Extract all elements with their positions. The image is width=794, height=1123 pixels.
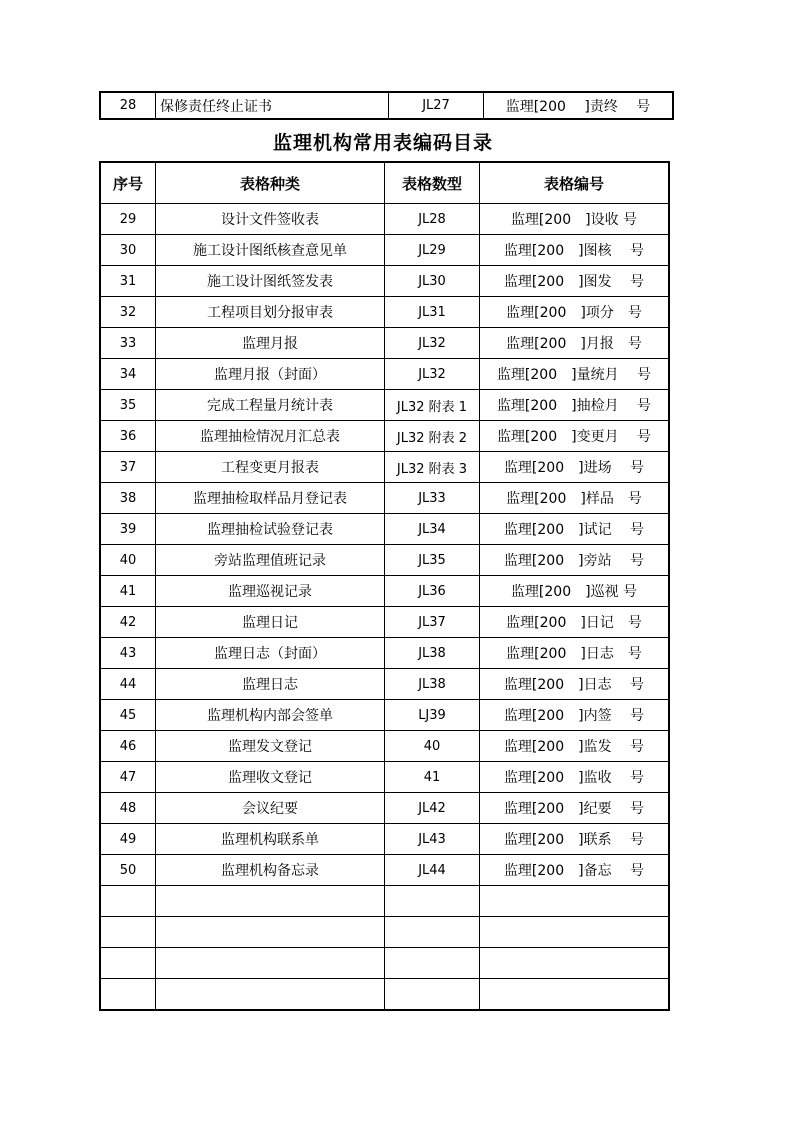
table-header-row <box>100 162 669 204</box>
row-number: 42 <box>100 607 156 638</box>
table-row <box>100 824 669 855</box>
form-code: 监理[200 ]变更月 号 <box>480 421 670 452</box>
form-code: 监理[200 ]图发 号 <box>480 266 670 297</box>
form-name: 保修责任终止证书 <box>156 92 389 119</box>
table-row <box>100 421 669 452</box>
empty-row <box>100 948 669 979</box>
empty-cell <box>385 948 480 979</box>
form-code: 监理[200 ]纪要 号 <box>480 793 670 824</box>
form-type: JL36 <box>385 576 480 607</box>
form-name: 监理抽检试验登记表 <box>156 514 385 545</box>
form-type: JL32 <box>385 328 480 359</box>
header-name: 表格种类 <box>156 162 385 204</box>
row-number: 45 <box>100 700 156 731</box>
form-name: 设计文件签收表 <box>156 204 385 235</box>
form-code: 监理[200 ]责终 号 <box>484 92 674 119</box>
empty-cell <box>480 917 670 948</box>
form-code: 监理[200 ]样品 号 <box>480 483 670 514</box>
form-type: JL38 <box>385 638 480 669</box>
row-number: 31 <box>100 266 156 297</box>
empty-cell <box>480 886 670 917</box>
form-code: 监理[200 ]巡视 号 <box>480 576 670 607</box>
form-code: 监理[200 ]日志 号 <box>480 638 670 669</box>
form-name: 监理抽检情况月汇总表 <box>156 421 385 452</box>
empty-cell <box>385 979 480 1011</box>
empty-cell <box>480 979 670 1011</box>
top-table <box>99 91 674 120</box>
table-row <box>100 731 669 762</box>
form-type: JL42 <box>385 793 480 824</box>
row-number: 38 <box>100 483 156 514</box>
form-code: 监理[200 ]监收 号 <box>480 762 670 793</box>
form-code: 监理[200 ]设收 号 <box>480 204 670 235</box>
form-code: 监理[200 ]旁站 号 <box>480 545 670 576</box>
form-name: 监理巡视记录 <box>156 576 385 607</box>
form-type: JL38 <box>385 669 480 700</box>
form-code: 监理[200 ]进场 号 <box>480 452 670 483</box>
form-type: JL32 附表 1 <box>385 390 480 421</box>
row-number: 33 <box>100 328 156 359</box>
table-row <box>100 359 669 390</box>
empty-cell <box>385 886 480 917</box>
form-type: JL32 附表 3 <box>385 452 480 483</box>
table-row <box>100 204 669 235</box>
form-name: 监理日志（封面） <box>156 638 385 669</box>
form-type: JL27 <box>389 92 484 119</box>
form-name: 监理机构联系单 <box>156 824 385 855</box>
form-type: JL44 <box>385 855 480 886</box>
table-row <box>100 452 669 483</box>
empty-cell <box>156 948 385 979</box>
row-number: 40 <box>100 545 156 576</box>
empty-cell <box>156 979 385 1011</box>
row-number: 32 <box>100 297 156 328</box>
row-number: 46 <box>100 731 156 762</box>
table-row <box>100 700 669 731</box>
form-name: 监理机构内部会签单 <box>156 700 385 731</box>
form-type: JL33 <box>385 483 480 514</box>
form-code: 监理[200 ]备忘 号 <box>480 855 670 886</box>
table-row <box>100 762 669 793</box>
row-number: 49 <box>100 824 156 855</box>
empty-cell <box>100 917 156 948</box>
form-name: 完成工程量月统计表 <box>156 390 385 421</box>
form-name: 施工设计图纸签发表 <box>156 266 385 297</box>
row-number: 44 <box>100 669 156 700</box>
empty-cell <box>100 948 156 979</box>
form-name: 监理日志 <box>156 669 385 700</box>
form-type: JL30 <box>385 266 480 297</box>
form-type: JL37 <box>385 607 480 638</box>
form-type: JL29 <box>385 235 480 266</box>
row-number: 41 <box>100 576 156 607</box>
empty-cell <box>156 917 385 948</box>
form-name: 监理机构备忘录 <box>156 855 385 886</box>
form-code: 监理[200 ]抽检月 号 <box>480 390 670 421</box>
form-name: 工程项目划分报审表 <box>156 297 385 328</box>
table-row <box>100 545 669 576</box>
header-code: 表格编号 <box>480 162 670 204</box>
row-number: 30 <box>100 235 156 266</box>
form-code: 监理[200 ]联系 号 <box>480 824 670 855</box>
row-number: 36 <box>100 421 156 452</box>
table-row <box>100 266 669 297</box>
form-name: 工程变更月报表 <box>156 452 385 483</box>
table-row <box>100 638 669 669</box>
form-code: 监理[200 ]月报 号 <box>480 328 670 359</box>
header-type: 表格数型 <box>385 162 480 204</box>
empty-cell <box>480 948 670 979</box>
table-row <box>100 669 669 700</box>
table-row <box>100 328 669 359</box>
form-code: 监理[200 ]日记 号 <box>480 607 670 638</box>
empty-cell <box>385 917 480 948</box>
row-number: 48 <box>100 793 156 824</box>
form-catalog-table <box>99 161 670 1011</box>
form-type: JL28 <box>385 204 480 235</box>
form-type: JL31 <box>385 297 480 328</box>
form-name: 监理日记 <box>156 607 385 638</box>
header-no: 序号 <box>100 162 156 204</box>
form-name: 监理收文登记 <box>156 762 385 793</box>
page-title: 监理机构常用表编码目录 <box>272 132 493 154</box>
empty-row <box>100 979 669 1011</box>
empty-row <box>100 886 669 917</box>
form-type: 40 <box>385 731 480 762</box>
form-type: 41 <box>385 762 480 793</box>
form-code: 监理[200 ]项分 号 <box>480 297 670 328</box>
form-type: LJ39 <box>385 700 480 731</box>
form-code: 监理[200 ]内签 号 <box>480 700 670 731</box>
form-code: 监理[200 ]监发 号 <box>480 731 670 762</box>
row-number: 37 <box>100 452 156 483</box>
empty-cell <box>100 886 156 917</box>
row-number: 50 <box>100 855 156 886</box>
form-name: 监理发文登记 <box>156 731 385 762</box>
form-code: 监理[200 ]图核 号 <box>480 235 670 266</box>
form-type: JL35 <box>385 545 480 576</box>
table-row <box>100 297 669 328</box>
form-type: JL32 附表 2 <box>385 421 480 452</box>
table-row <box>100 607 669 638</box>
table-row <box>100 793 669 824</box>
form-code: 监理[200 ]量统月 号 <box>480 359 670 390</box>
row-number: 28 <box>100 92 156 119</box>
table-row <box>100 855 669 886</box>
row-number: 43 <box>100 638 156 669</box>
table-row <box>100 483 669 514</box>
form-type: JL32 <box>385 359 480 390</box>
row-number: 35 <box>100 390 156 421</box>
table-row <box>100 92 673 119</box>
empty-row <box>100 917 669 948</box>
row-number: 34 <box>100 359 156 390</box>
form-name: 旁站监理值班记录 <box>156 545 385 576</box>
table-row <box>100 235 669 266</box>
form-name: 监理抽检取样品月登记表 <box>156 483 385 514</box>
row-number: 39 <box>100 514 156 545</box>
form-name: 监理月报（封面） <box>156 359 385 390</box>
form-code: 监理[200 ]日志 号 <box>480 669 670 700</box>
empty-cell <box>100 979 156 1011</box>
form-name: 监理月报 <box>156 328 385 359</box>
row-number: 47 <box>100 762 156 793</box>
form-type: JL43 <box>385 824 480 855</box>
form-name: 施工设计图纸核查意见单 <box>156 235 385 266</box>
form-code: 监理[200 ]试记 号 <box>480 514 670 545</box>
form-type: JL34 <box>385 514 480 545</box>
empty-cell <box>156 886 385 917</box>
table-row <box>100 576 669 607</box>
form-name: 会议纪要 <box>156 793 385 824</box>
row-number: 29 <box>100 204 156 235</box>
table-row <box>100 390 669 421</box>
table-row <box>100 514 669 545</box>
